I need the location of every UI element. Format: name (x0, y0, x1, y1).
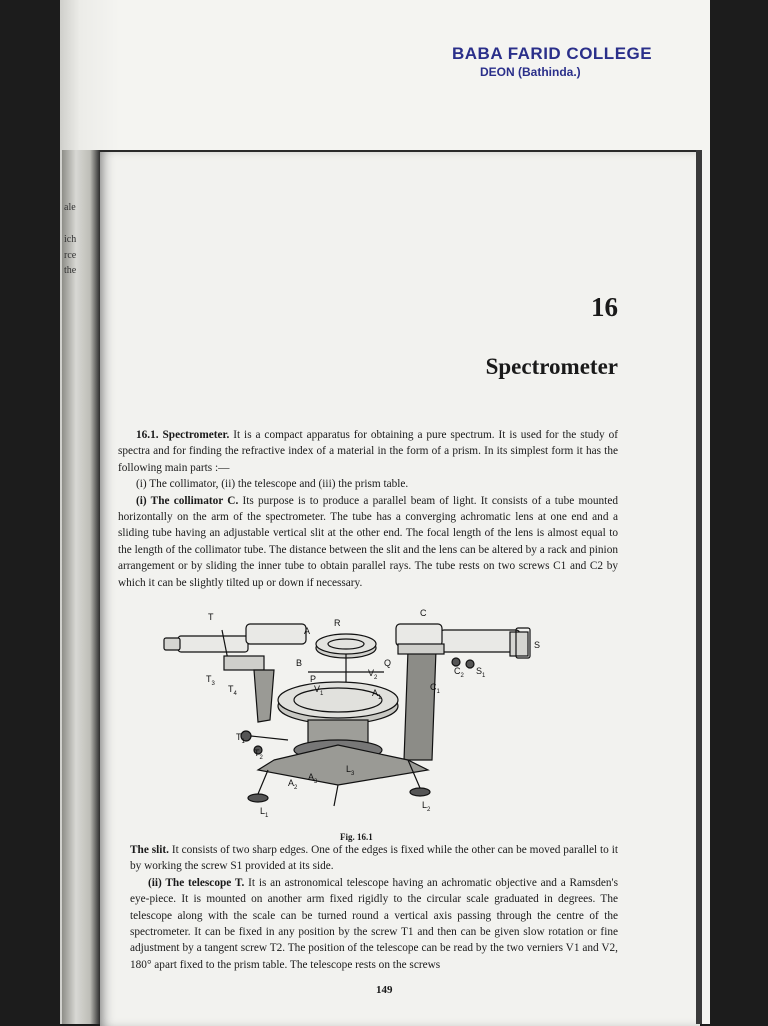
page-right-edge (696, 150, 702, 1024)
stamp-location: DEON (Bathinda.) (480, 65, 581, 79)
spectrometer-figure (158, 608, 541, 830)
stamp-college-name: BABA FARID COLLEGE (452, 44, 653, 63)
label-V2: $V_2$ (368, 668, 378, 681)
label-C2: $C_2$ (454, 666, 464, 679)
strip-fragment: rce (64, 250, 77, 261)
label-S1: $S_1$ (476, 666, 486, 679)
label-C: C (420, 608, 427, 618)
label-A3: $A_3$ (308, 772, 318, 785)
paragraph-collimator (118, 493, 618, 591)
parts-list: (i) The collimator, (ii) the telescope and (iii) the prism table. (136, 478, 409, 491)
label-R: R (334, 618, 341, 628)
slit-body: It consists of two sharp edges. One of the edges is fixed while the other can be moved parallel to it by working the screw S1 provided at its side. (130, 844, 618, 873)
collimator-heading: (i) The collimator C. (136, 494, 239, 507)
telescope-heading: (ii) The telescope T. (148, 876, 245, 889)
label-C1: $C_1$ (430, 682, 440, 695)
figure-caption: Fig. 16.1 (340, 832, 373, 842)
label-T4: $T_4$ (228, 684, 237, 697)
section-text-upper (118, 427, 618, 591)
label-A2: $A_2$ (288, 778, 298, 791)
strip-fragment: the (64, 265, 77, 276)
label-T: T (208, 612, 214, 622)
previous-page-strip (62, 150, 104, 1024)
section-text-lower (130, 842, 618, 973)
label-A: A (304, 626, 311, 636)
paragraph-16-1 (118, 427, 618, 476)
label-Q: Q (384, 658, 392, 668)
label-A1: $A_1$ (372, 688, 382, 701)
collimator-body: Its purpose is to produce a parallel beam of light. It consists of a tube mounted horizontally on the arm of the spectrometer. The tube has a converging achromatic lens at one end and a sliding tube having an adjustable vertical slit at the other end. The focal length of the lens is almost equal to the length of the collimator tube. The distance between the slit and the lens can be altered by a rack and pinion arrangement or by sliding the inner tube to obtain parallel rays. The tube rests on two screws C1 and C2 by which it can be slightly tilted up or down if necessary. (118, 494, 618, 589)
book-page (100, 150, 700, 1026)
paragraph-telescope (130, 875, 618, 973)
label-T1: $T_1$ (236, 732, 245, 745)
label-P: P (310, 674, 317, 684)
college-stamp (440, 44, 700, 79)
label-T3: $T_3$ (206, 674, 215, 687)
label-L3: $L_3$ (346, 764, 355, 777)
telescope-body: It is an astronomical telescope having an achromatic objective and a Ramsden's eye-piece. It is mounted on another arm fixed rigidly to the circular scale graduated in degrees. The telescope along with the scale can be turned round a vertical axis passing through the centre of the spectrometer. It can be fixed in any position by the screw T1 and then can be given slow rotation or fine adjustment by a tangent screw T2. The position of the telescope can be read by the two verniers V1 and V2, 180° apart fixed to the prism table. The telescope rests on the screws (130, 876, 618, 971)
section-body: It is a compact apparatus for obtaining a pure spectrum. It is used for the study of spectra and for finding the refractive index of a material in the form of a prism. In its simplest form it has the following main parts :— (118, 429, 619, 474)
strip-fragment: ale (64, 202, 76, 213)
label-V1: $V_1$ (314, 684, 324, 697)
page-number: 149 (376, 984, 393, 996)
paragraph-slit (130, 842, 618, 875)
label-L1: $L_1$ (260, 806, 269, 819)
chapter-title: Spectrometer (485, 354, 618, 379)
label-S: S (534, 640, 541, 650)
label-L2: $L_2$ (422, 800, 431, 813)
slit-heading: The slit. (130, 844, 169, 856)
strip-fragment: ich (64, 234, 77, 245)
section-heading: 16.1. Spectrometer. (136, 429, 230, 441)
label-T2: $T_2$ (254, 748, 263, 761)
label-B: B (296, 658, 303, 668)
chapter-number: 16 (591, 292, 618, 322)
